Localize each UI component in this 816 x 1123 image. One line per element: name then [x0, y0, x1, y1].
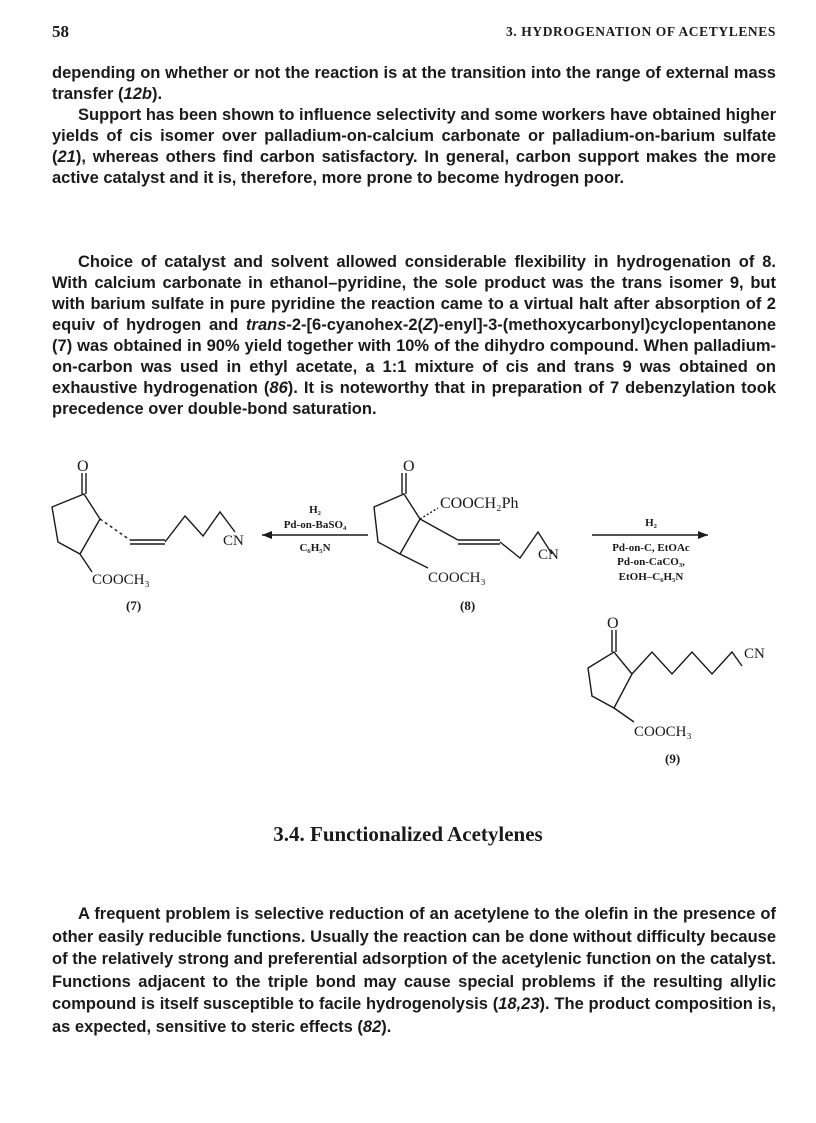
paragraph-1: depending on whether or not the reaction is at the transition into the range of external mass transfer (12b). [52, 64, 776, 103]
page-header [52, 22, 776, 42]
arrow-right [592, 517, 708, 583]
compound-9-ester-label: COOCH₃ [634, 724, 692, 740]
section-heading [0, 822, 816, 847]
compound-8-ester-label: COOCH₃ [428, 570, 486, 586]
paragraph-3: Choice of catalyst and solvent allowed considerable flexibility in hydrogenation of 8. With calcium carbonate in ethanol–pyridine, the sole product was the trans isomer 9, but with barium sulfate in pure pyridine the reaction came to a virtual halt after absorption of 2 equiv of hydrogen and trans-2-[6-cyanohex-2(Z)-enyl]-3-(methoxycarbonyl)cyclopentanone (7) was obtained in 90% yield together with 10% of the dihydro compound. When palladium-on-carbon was used in ethyl acetate, a 1:1 mixture of cis and trans 9 was obtained on exhaustive hydrogenation (86). It is noteworthy that in preparation of 7 debenzylation took precedence over double-bond saturation. [52, 253, 776, 418]
arrow-left-h2: H₂ [309, 504, 321, 516]
section-number: 3.4. [273, 822, 305, 846]
reaction-scheme [0, 460, 816, 770]
compound-9-structure [588, 615, 765, 766]
paragraph-4: A frequent problem is selective reduction of an acetylene to the olefin in the presence of other easily reducible functions. Usually the reaction can be done without difficulty because of the relatively strong and preferential adsorption of the acetylenic function on the catalyst. Functions adjacent to the triple bond may cause special problems if the resulting allylic compound is itself susceptible to facile hydrogenolysis (18,23). The product composition is, as expected, sensitive to steric effects (82). [52, 905, 777, 1036]
arrow-right-condition-3: EtOH–C₆H₅N [618, 571, 684, 583]
compound-7-ester-label: COOCH₃ [92, 572, 150, 588]
compound-9-nitrile-label: CN [744, 646, 765, 662]
compound-9-ketone-label: O [607, 615, 619, 632]
compound-8-side-ester-label: COOCH₂Ph [440, 495, 519, 512]
compound-7-nitrile-label: CN [223, 533, 244, 549]
compound-8-nitrile-label: CN [538, 547, 559, 563]
paragraph-2: Support has been shown to influence selectivity and some workers have obtained higher yields of cis isomer over palladium-on-calcium carbonate or palladium-on-barium sulfate (21), whereas others find carbon satisfactory. In general, carbon support makes the more active catalyst and it is, therefore, more prone to become hydrogen poor. [52, 106, 776, 187]
compound-9-label: (9) [665, 751, 681, 766]
compound-8-ketone-label: O [403, 460, 415, 475]
compound-8-structure [374, 460, 559, 613]
arrow-left-catalyst: Pd-on-BaSO₄ [283, 519, 347, 531]
compound-8-label: (8) [460, 598, 476, 613]
compound-7-structure [52, 460, 244, 613]
arrow-right-h2: H₂ [645, 517, 657, 529]
running-title: 3. HYDROGENATION OF ACETYLENES [505, 24, 776, 39]
compound-7-ketone-label: O [77, 460, 89, 475]
page-number: 58 [52, 22, 69, 41]
arrow-right-condition-2: Pd-on-CaCO₃, [617, 556, 685, 568]
compound-7-label: (7) [126, 598, 142, 613]
arrow-right-condition-1: Pd-on-C, EtOAc [612, 542, 690, 554]
arrow-left [262, 504, 368, 554]
section-title: Functionalized Acetylenes [310, 822, 543, 846]
arrow-left-solvent: C₆H₅N [299, 542, 331, 554]
